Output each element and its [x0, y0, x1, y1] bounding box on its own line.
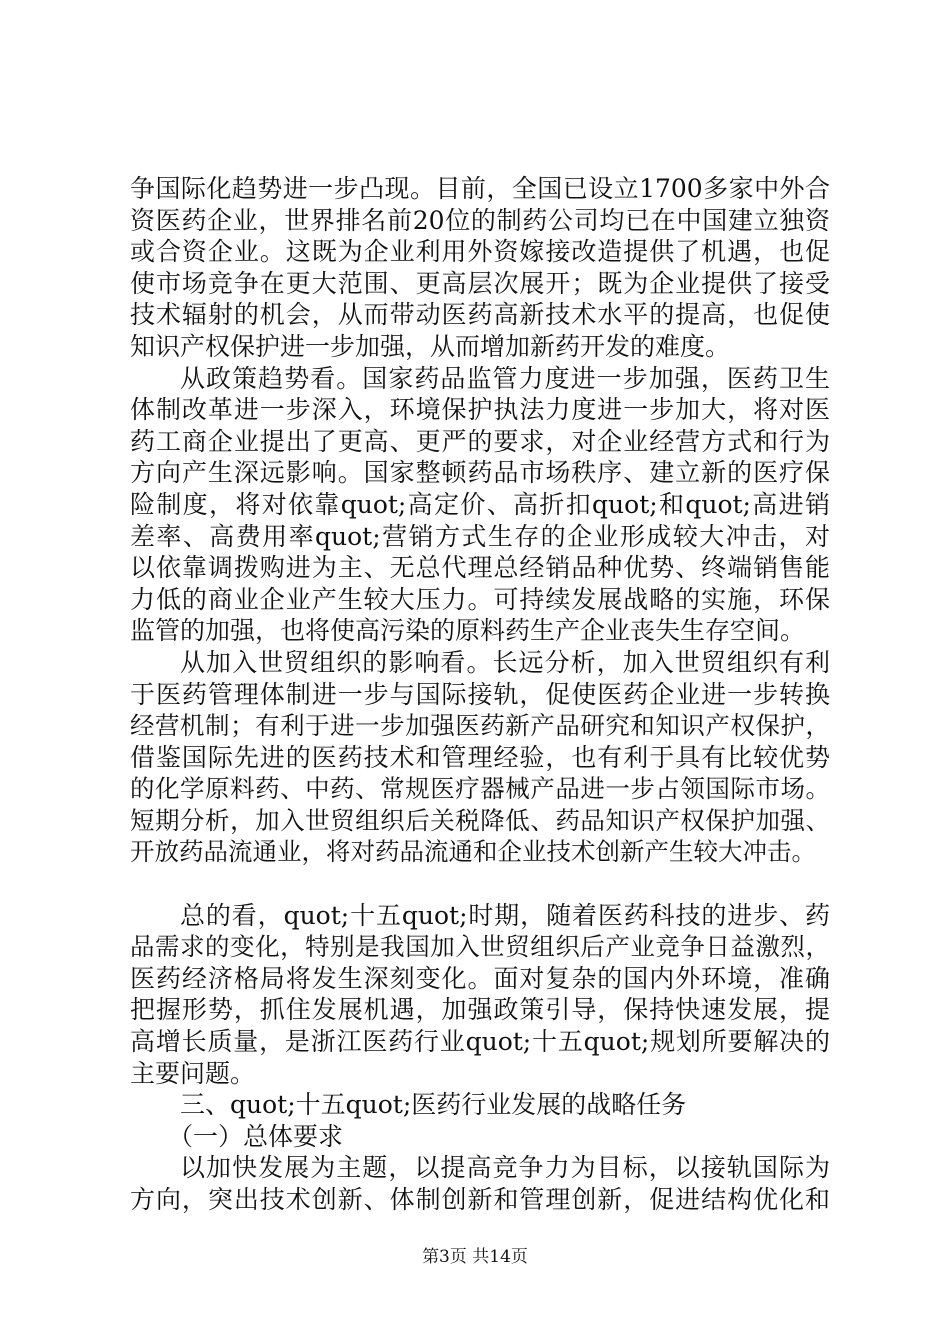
- text-line: 品需求的变化，特别是我国加入世贸组织后产业竞争日益激烈，: [130, 932, 830, 962]
- text-line: 以加快发展为主题，以提高竞争力为目标，以接轨国际为: [180, 1153, 830, 1183]
- text-line: 体制改革进一步深入，环境保护执法力度进一步加大，将对医: [130, 395, 830, 425]
- text-line: 医药经济格局将发生深刻变化。面对复杂的国内外环境，准确: [130, 963, 830, 993]
- text-line: 于医药管理体制进一步与国际接轨，促使医药企业进一步转换: [130, 679, 830, 709]
- paragraph-wto-impact: [130, 647, 830, 868]
- text-line: 药工商企业提出了更高、更严的要求，对企业经营方式和行为: [130, 426, 830, 456]
- text-line: 方向产生深远影响。国家整顿药品市场秩序、建立新的医疗保: [130, 458, 830, 488]
- text-line: 短期分析，加入世贸组织后关税降低、药品知识产权保护加强、: [130, 805, 830, 835]
- text-line: 方向，突出技术创新、体制创新和管理创新，促进结构优化和: [130, 1185, 830, 1214]
- text-line: 总的看，quot;十五quot;时期，随着医药科技的进步、药: [180, 900, 830, 930]
- paragraph-spacer: [130, 868, 830, 900]
- text-line: 力低的商业企业产生较大压力。可持续发展战略的实施，环保: [130, 584, 830, 614]
- subsection-heading: （一）总体要求: [168, 1121, 344, 1151]
- paragraph-globalization: [130, 173, 830, 363]
- text-line: 险制度，将对依靠quot;高定价、高折扣quot;和quot;高进销: [130, 489, 830, 519]
- text-line: 以依靠调拨购进为主、无总代理总经销品种优势、终端销售能: [130, 553, 830, 583]
- text-line: 主要问题。: [130, 1058, 256, 1088]
- text-line: 使市场竞争在更大范围、更高层次展开；既为企业提供了接受: [130, 268, 830, 298]
- text-line: 差率、高费用率quot;营销方式生存的企业形成较大冲击，对: [130, 521, 830, 551]
- paragraph-summary: [130, 900, 830, 1090]
- text-line: 把握形势，抓住发展机遇，加强政策引导，保持快速发展，提: [130, 995, 830, 1025]
- text-line: 经营机制；有利于进一步加强医药新产品研究和知识产权保护，: [130, 711, 830, 741]
- text-line: 从加入世贸组织的影响看。长远分析，加入世贸组织有利: [180, 647, 830, 677]
- text-line: 从政策趋势看。国家药品监管力度进一步加强，医药卫生: [180, 363, 830, 393]
- page-number-footer: 第3页 共14页: [422, 1247, 528, 1267]
- text-line: 借鉴国际先进的医药技术和管理经验，也有利于具有比较优势: [130, 742, 830, 772]
- document-body: [130, 173, 830, 1216]
- text-line: 高增长质量，是浙江医药行业quot;十五quot;规划所要解决的: [130, 1027, 830, 1057]
- text-line: 资医药企业，世界排名前20位的制药公司均已在中国建立独资: [130, 205, 830, 235]
- text-line: 知识产权保护进一步加强，从而增加新药开发的难度。: [130, 331, 731, 361]
- text-line: 或合资企业。这既为企业利用外资嫁接改造提供了机遇，也促: [130, 237, 830, 267]
- text-line: 争国际化趋势进一步凸现。目前，全国已设立1700多家中外合: [130, 174, 830, 203]
- section-heading: 三、quot;十五quot;医药行业发展的战略任务: [180, 1090, 687, 1120]
- text-line: 的化学原料药、中药、常规医疗器械产品进一步占领国际市场。: [130, 774, 830, 804]
- text-line: 开放药品流通业，将对药品流通和企业技术创新产生较大冲击。: [130, 837, 816, 867]
- text-line: 技术辐射的机会，从而带动医药高新技术水平的提高，也促使: [130, 300, 830, 330]
- text-line: 监管的加强，也将使高污染的原料药生产企业丧失生存空间。: [130, 616, 806, 646]
- paragraph-policy-trend: [130, 363, 830, 647]
- paragraph-overall-requirements: [130, 1152, 830, 1215]
